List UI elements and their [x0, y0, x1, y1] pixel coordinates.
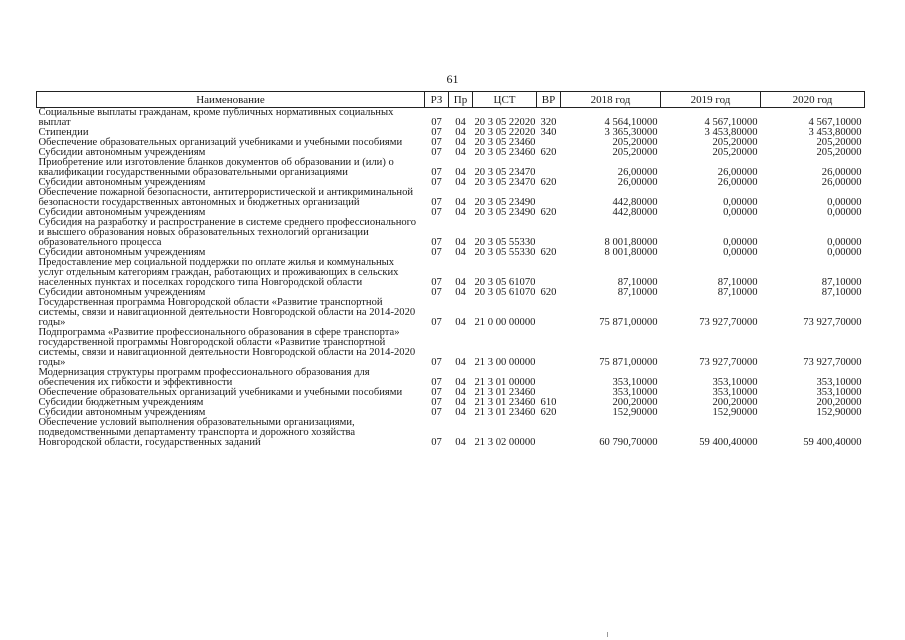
row-pr: 04: [455, 247, 466, 258]
row-name: Субсидия на разработку и распространение в системе среднего профессионального и высшего образования новых образовательных технологий организации образовательного процесса: [38, 217, 417, 248]
table-row: [37, 108, 865, 129]
row-cst: 20 3 05 22020: [474, 127, 536, 138]
row-2018: 75 871,00000: [599, 317, 658, 328]
row-name: Обеспечение пожарной безопасности, антитеррористической и антикриминальной безопасности государственных автономных и бюджетных организаций: [38, 187, 414, 208]
page-number: 61: [446, 72, 459, 86]
row-name: Обеспечение образовательных организаций учебниками и учебными пособиями: [38, 387, 403, 398]
row-2020: 73 927,70000: [803, 317, 862, 328]
row-vr: 340: [540, 127, 557, 138]
row-cst: 20 3 05 23460: [474, 137, 536, 148]
row-cst: 20 3 05 23460: [474, 147, 536, 158]
header-2020: 2020 год: [761, 92, 865, 108]
row-rz: 07: [431, 137, 442, 148]
row-pr: 04: [455, 407, 466, 418]
row-2019: 353,10000: [712, 377, 758, 388]
row-2020: 26,00000: [821, 167, 862, 178]
row-name: Обеспечение образовательных организаций учебниками и учебными пособиями: [38, 137, 403, 148]
row-2019: 4 567,10000: [704, 117, 758, 128]
row-cst: 21 3 00 00000: [474, 357, 536, 368]
table-row: [37, 188, 865, 208]
row-cst: 21 3 01 23460: [474, 397, 536, 408]
row-2020: 353,10000: [816, 387, 862, 398]
row-2020: 87,10000: [821, 277, 862, 288]
row-2019: 152,90000: [712, 407, 758, 418]
row-vr: 620: [540, 247, 557, 258]
row-pr: 04: [455, 287, 466, 298]
row-pr: 04: [455, 147, 466, 158]
row-vr: [537, 328, 561, 368]
row-2019: 0,00000: [723, 247, 758, 258]
row-vr: 620: [540, 407, 557, 418]
row-2018: 26,00000: [617, 177, 658, 188]
row-cst: 20 3 05 61070: [474, 277, 536, 288]
row-2018: 8 001,80000: [604, 247, 658, 258]
row-pr: 04: [455, 127, 466, 138]
row-rz: 07: [431, 247, 442, 258]
row-cst: 20 3 05 23470: [474, 177, 536, 188]
row-rz: 07: [431, 387, 442, 398]
row-rz: 07: [431, 437, 442, 448]
row-vr: [537, 298, 561, 328]
row-cst: 20 3 05 23490: [474, 197, 536, 208]
table-row: [37, 258, 865, 288]
row-2020: 205,20000: [816, 137, 862, 148]
row-name: Субсидии автономным учреждениям: [38, 407, 206, 418]
row-2019: 73 927,70000: [699, 317, 758, 328]
row-rz: 07: [431, 287, 442, 298]
row-rz: 07: [431, 167, 442, 178]
row-2019: 0,00000: [723, 197, 758, 208]
row-name: Субсидии автономным учреждениям: [38, 287, 206, 298]
row-2018: 353,10000: [612, 387, 658, 398]
row-cst: 21 3 01 23460: [474, 407, 536, 418]
row-vr: [537, 218, 561, 248]
row-2020: 0,00000: [827, 207, 862, 218]
row-pr: 04: [455, 137, 466, 148]
row-2018: 4 564,10000: [604, 117, 658, 128]
row-rz: 07: [431, 127, 442, 138]
margin-mark: [607, 632, 608, 637]
row-2018: 205,20000: [612, 147, 658, 158]
header-vr: ВР: [537, 92, 561, 108]
table-row: [37, 328, 865, 368]
row-2018: 87,10000: [617, 277, 658, 288]
row-pr: 04: [455, 387, 466, 398]
row-rz: 07: [431, 117, 442, 128]
budget-table: [36, 91, 865, 448]
row-2020: 0,00000: [827, 197, 862, 208]
table-header-row: [37, 92, 865, 108]
row-2018: 60 790,70000: [599, 437, 658, 448]
row-2020: 26,00000: [821, 177, 862, 188]
row-2019: 87,10000: [717, 287, 758, 298]
row-name: Субсидии автономным учреждениям: [38, 177, 206, 188]
row-pr: 04: [455, 317, 466, 328]
table-row: [37, 218, 865, 248]
row-cst: 20 3 05 23490: [474, 207, 536, 218]
table-row: [37, 418, 865, 448]
table-row: [37, 368, 865, 388]
row-pr: 04: [455, 167, 466, 178]
row-cst: 20 3 05 23470: [474, 167, 536, 178]
row-2019: 200,20000: [712, 397, 758, 408]
row-vr: [537, 368, 561, 388]
row-rz: 07: [431, 407, 442, 418]
row-name: Субсидии автономным учреждениям: [38, 247, 206, 258]
row-2019: 205,20000: [712, 137, 758, 148]
row-name: Подпрограмма «Развитие профессионального образования в сфере транспорта» государственной программы Новгородской области «Развитие транспортной системы, связи и навигационной деятельности Новгородской области на 2014-2020 годы»: [38, 327, 416, 368]
row-vr: 610: [540, 397, 557, 408]
row-cst: 20 3 05 55330: [474, 247, 536, 258]
row-cst: 20 3 05 22020: [474, 117, 536, 128]
row-pr: 04: [455, 237, 466, 248]
row-2018: 26,00000: [617, 167, 658, 178]
row-vr: 620: [540, 207, 557, 218]
row-2020: 59 400,40000: [803, 437, 862, 448]
row-2018: 442,80000: [612, 197, 658, 208]
row-rz: 07: [431, 237, 442, 248]
row-pr: 04: [455, 377, 466, 388]
row-rz: 07: [431, 317, 442, 328]
table-row: [37, 158, 865, 178]
row-pr: 04: [455, 277, 466, 288]
row-name: Обеспечение условий выполнения образовательными организациями, подведомственными департаменту транспорта и дорожного хозяйства Новгородской области, государственных заданий: [38, 417, 356, 448]
row-vr: [537, 158, 561, 178]
header-rz: РЗ: [425, 92, 449, 108]
row-rz: 07: [431, 377, 442, 388]
row-vr: [537, 258, 561, 288]
row-rz: 07: [431, 177, 442, 188]
row-name: Субсидии бюджетным учреждениям: [38, 397, 204, 408]
row-2018: 205,20000: [612, 137, 658, 148]
row-pr: 04: [455, 397, 466, 408]
row-2018: 442,80000: [612, 207, 658, 218]
row-2019: 26,00000: [717, 177, 758, 188]
row-pr: 04: [455, 357, 466, 368]
row-2018: 152,90000: [612, 407, 658, 418]
row-pr: 04: [455, 117, 466, 128]
row-rz: 07: [431, 277, 442, 288]
row-2019: 87,10000: [717, 277, 758, 288]
row-cst: 21 0 00 00000: [474, 317, 536, 328]
row-2019: 26,00000: [717, 167, 758, 178]
row-2020: 200,20000: [816, 397, 862, 408]
row-2019: 205,20000: [712, 147, 758, 158]
header-2018: 2018 год: [561, 92, 661, 108]
row-2019: 0,00000: [723, 237, 758, 248]
row-2019: 73 927,70000: [699, 357, 758, 368]
header-pr: Пр: [449, 92, 473, 108]
row-vr: 620: [540, 287, 557, 298]
row-2020: 353,10000: [816, 377, 862, 388]
row-2018: 353,10000: [612, 377, 658, 388]
row-2018: 200,20000: [612, 397, 658, 408]
row-cst: 21 3 01 23460: [474, 387, 536, 398]
row-name: Приобретение или изготовление бланков документов об образовании и (или) о квалификации государственными образовательными организациями: [38, 157, 394, 178]
row-pr: 04: [455, 197, 466, 208]
row-2019: 3 453,80000: [704, 127, 758, 138]
row-pr: 04: [455, 207, 466, 218]
row-rz: 07: [431, 357, 442, 368]
header-cst: ЦСТ: [473, 92, 537, 108]
row-rz: 07: [431, 197, 442, 208]
row-2019: 0,00000: [723, 207, 758, 218]
row-2019: 59 400,40000: [699, 437, 758, 448]
row-2018: 75 871,00000: [599, 357, 658, 368]
row-2020: 73 927,70000: [803, 357, 862, 368]
row-name: Модернизация структуры программ профессионального образования для обеспечения их гибкости и эффективности: [38, 367, 370, 388]
row-2020: 205,20000: [816, 147, 862, 158]
header-name: Наименование: [37, 92, 425, 108]
row-vr: [537, 418, 561, 448]
row-2018: 8 001,80000: [604, 237, 658, 248]
row-name: Предоставление мер социальной поддержки по оплате жилья и коммунальных услуг отдельным категориям граждан, работающих и проживающих в сельских населенных пунктах и поселках городского типа Новгородской области: [38, 257, 399, 288]
row-name: Субсидии автономным учреждениям: [38, 207, 206, 218]
row-2020: 152,90000: [816, 407, 862, 418]
row-vr: 620: [540, 147, 557, 158]
row-name: Стипендии: [38, 127, 89, 138]
row-rz: 07: [431, 147, 442, 158]
row-vr: 320: [540, 117, 557, 128]
row-rz: 07: [431, 397, 442, 408]
row-name: Субсидии автономным учреждениям: [38, 147, 206, 158]
row-cst: 21 3 01 00000: [474, 377, 536, 388]
row-2020: 3 453,80000: [808, 127, 862, 138]
row-name: Государственная программа Новгородской области «Развитие транспортной системы, связи и навигационной деятельности Новгородской области на 2014-2020 годы»: [38, 297, 416, 328]
row-2020: 0,00000: [827, 237, 862, 248]
row-vr: [537, 188, 561, 208]
row-2019: 353,10000: [712, 387, 758, 398]
header-2019: 2019 год: [661, 92, 761, 108]
row-2018: 87,10000: [617, 287, 658, 298]
row-pr: 04: [455, 177, 466, 188]
row-cst: 21 3 02 00000: [474, 437, 536, 448]
row-cst: 20 3 05 61070: [474, 287, 536, 298]
row-name: Социальные выплаты гражданам, кроме публичных нормативных социальных выплат: [38, 107, 394, 128]
row-vr: 620: [540, 177, 557, 188]
row-pr: 04: [455, 437, 466, 448]
table-row: [37, 298, 865, 328]
row-2020: 87,10000: [821, 287, 862, 298]
row-2018: 3 365,30000: [604, 127, 658, 138]
row-2020: 0,00000: [827, 247, 862, 258]
row-rz: 07: [431, 207, 442, 218]
row-2020: 4 567,10000: [808, 117, 862, 128]
row-cst: 20 3 05 55330: [474, 237, 536, 248]
